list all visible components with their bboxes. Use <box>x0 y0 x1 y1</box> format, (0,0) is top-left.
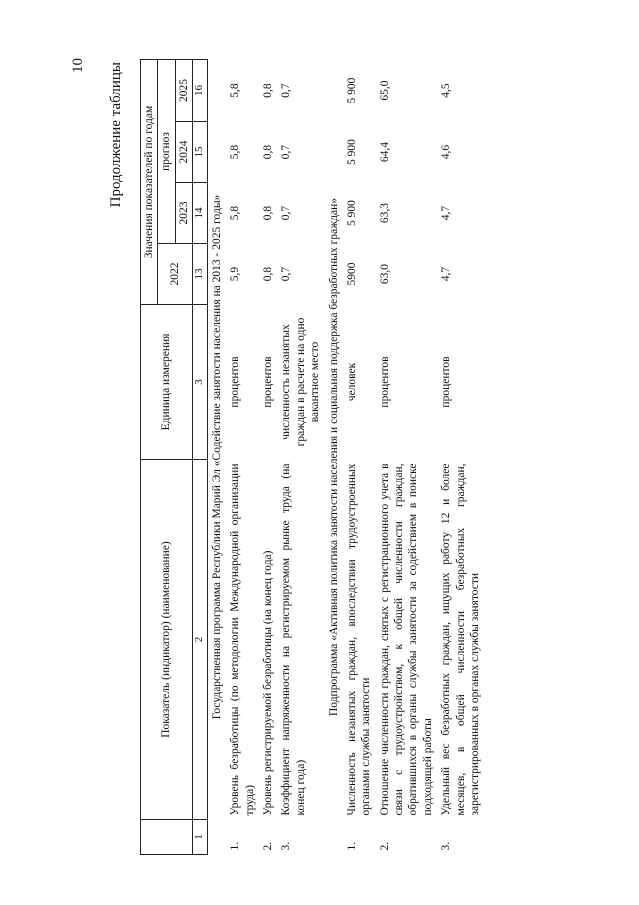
indicator-name: Удельный вес безработных граждан, ищущих работу 12 и более месяцев, в общей численности безработных граждан, зарегистрированных в органах службы занятости <box>440 463 481 816</box>
indicator-name: Уровень регистрируемой безработицы (на конец года) <box>262 550 274 816</box>
indicators-table <box>140 59 484 855</box>
value-2022: 5,9 <box>229 266 242 282</box>
indicator-name: Коэффициент напряженности на регистрируемом рынке труда (на конец года) <box>280 463 307 816</box>
header-col1 <box>141 820 193 855</box>
indicator-name: Отношение численности граждан, снятых с регистрационного учета в связи с трудоустройством, к общей численности граждан, обратившихся в органы службы занятости за содействием в поиске подходящей работы <box>378 463 434 816</box>
header-values-group: Значения показателей по годам <box>141 60 158 305</box>
value-2024: 64,4 <box>378 141 391 163</box>
value-2025: 0,7 <box>280 83 293 98</box>
table-row <box>226 60 259 855</box>
table-row <box>437 60 484 855</box>
value-2025: 5,8 <box>229 83 242 98</box>
value-2022: 63,0 <box>378 263 391 285</box>
row-number: 1. <box>345 841 358 851</box>
header-year-2025: 2025 <box>175 60 192 122</box>
value-2023: 0,7 <box>280 205 293 221</box>
row-number: 1. <box>229 841 242 851</box>
table-row <box>277 60 324 855</box>
header-indicator-name: Показатель (индикатор) (наименование) <box>141 460 193 820</box>
table-body <box>207 60 484 855</box>
header-year-2023: 2023 <box>175 183 192 244</box>
column-number: 3 <box>193 305 208 460</box>
value-2023: 5 900 <box>345 200 358 226</box>
table-row <box>259 60 277 855</box>
table-header <box>141 60 208 855</box>
row-number: 3. <box>440 841 453 851</box>
header-forecast: прогноз <box>158 60 175 244</box>
value-2025: 5 900 <box>345 77 358 104</box>
value-2024: 4,6 <box>440 144 453 160</box>
value-2024: 5 900 <box>345 139 358 165</box>
unit-of-measure: численность незанятых граждан в расчете на одно вакантное место <box>280 317 322 447</box>
unit-of-measure: процентов <box>440 356 453 408</box>
value-2023: 63,3 <box>378 202 391 224</box>
unit-of-measure: человек <box>345 362 358 402</box>
row-number: 2. <box>262 841 274 851</box>
section-title: Подпрограмма «Активная политика занятости населения и социальная поддержка безработных граждан» <box>327 197 340 717</box>
value-2022: 4,7 <box>440 266 453 282</box>
column-number: 2 <box>193 460 208 820</box>
value-2024: 0,7 <box>280 144 293 160</box>
value-2024: 0,8 <box>262 144 274 160</box>
value-2025: 65,0 <box>378 80 391 101</box>
value-2024: 5,8 <box>229 144 242 160</box>
unit-of-measure: процентов <box>262 356 274 408</box>
unit-of-measure: процентов <box>229 356 242 408</box>
header-numbering-row <box>193 60 208 855</box>
row-number: 3. <box>280 841 293 851</box>
indicator-name: Численность незанятых граждан, впоследствии трудоустроенных органами службы занятости <box>345 463 373 816</box>
table-continued-label: Продолжение таблицы <box>108 62 124 208</box>
unit-of-measure: процентов <box>378 356 391 408</box>
header-year-2022: 2022 <box>158 244 193 305</box>
value-2023: 5,8 <box>229 205 242 221</box>
section-title: Государственная программа Республики Марий Эл «Содействие занятости населения на 2013 - 2025 годы» <box>210 194 223 720</box>
value-2023: 4,7 <box>440 205 453 221</box>
value-2022: 5900 <box>345 262 358 286</box>
section-row <box>325 60 343 855</box>
table-row <box>376 60 438 855</box>
table-row <box>343 60 376 855</box>
header-unit: Единица измерения <box>141 305 193 460</box>
value-2023: 0,8 <box>262 205 274 221</box>
row-number: 2. <box>378 841 391 851</box>
column-number: 13 <box>193 244 208 305</box>
value-2025: 0,8 <box>262 83 274 98</box>
value-2022: 0,7 <box>280 266 293 282</box>
indicator-name: Уровень безработицы (по методологии Международной организации труда) <box>229 463 256 816</box>
column-number: 15 <box>193 122 208 183</box>
column-number: 1 <box>193 820 208 855</box>
section-row <box>207 60 226 855</box>
header-year-2024: 2024 <box>175 122 192 183</box>
value-2025: 4,5 <box>440 83 453 98</box>
column-number: 16 <box>193 60 208 122</box>
column-number: 14 <box>193 183 208 244</box>
value-2022: 0,8 <box>262 266 274 282</box>
page-number: 10 <box>70 58 86 73</box>
